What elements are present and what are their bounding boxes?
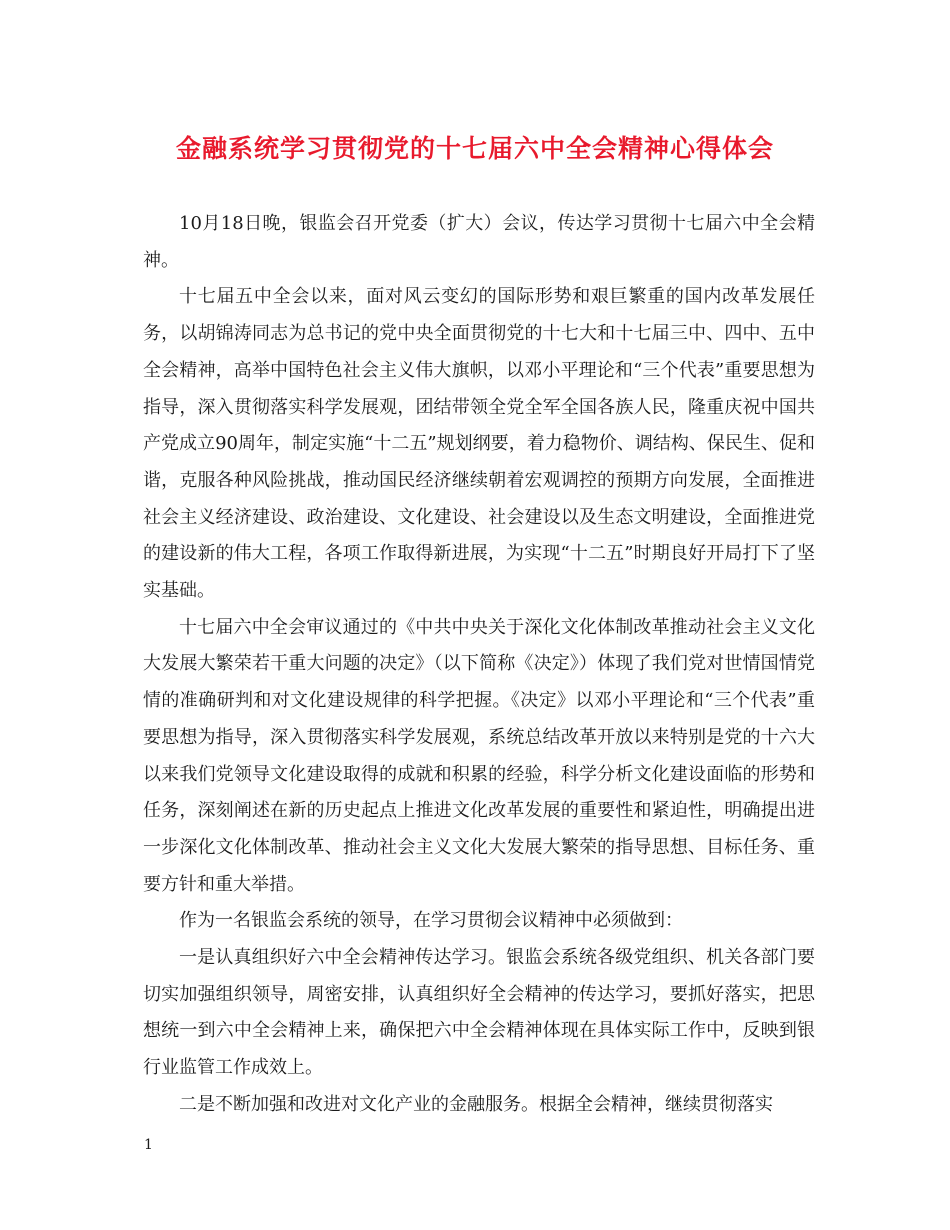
paragraph: 十七届六中全会审议通过的《中共中央关于深化文化体制改革推动社会主义文化大发展大繁荣若干重大问题的决定》（以下简称《决定》）体现了我们党对世情国情党情的准确研判和对文化建设规律的科学把握。《决定》以邓小平理论和“三个代表”重要思想为指导，深入贯彻落实科学发展观，系统总结改革开放以来特别是党的十六大以来我们党领导文化建设取得的成就和积累的经验，科学分析文化建设面临的形势和任务，深刻阐述在新的历史起点上推进文化改革发展的重要性和紧迫性，明确提出进一步深化文化体制改革、推动社会主义文化大发展大繁荣的指导思想、目标任务、重要方针和重大举措。 bbox=[143, 616, 815, 895]
paragraph: 十七届五中全会以来，面对风云变幻的国际形势和艰巨繁重的国内改革发展任务，以胡锦涛同志为总书记的党中央全面贯彻党的十七大和十七届三中、四中、五中全会精神，高举中国特色社会主义伟大旗帜，以邓小平理论和“三个代表”重要思想为指导，深入贯彻落实科学发展观，团结带领全党全军全国各族人民，隆重庆祝中国共产党成立90周年，制定实施“十二五”规划纲要，着力稳物价、调结构、保民生、促和谐，克服各种风险挑战，推动国民经济继续朝着宏观调控的预期方向发展，全面推进社会主义经济建设、政治建设、文化建设、社会建设以及生态文明建设，全面推进党的建设新的伟大工程，各项工作取得新进展，为实现“十二五”时期良好开局打下了坚实基础。 bbox=[143, 286, 815, 602]
document-body bbox=[143, 206, 815, 1124]
document-title: 金融系统学习贯彻党的十七届六中全会精神心得体会 bbox=[175, 134, 774, 163]
paragraph: 10月18日晚，银监会召开党委（扩大）会议，传达学习贯彻十七届六中全会精神。 bbox=[143, 213, 815, 271]
paragraph: 作为一名银监会系统的领导，在学习贯彻会议精神中必须做到： bbox=[179, 910, 683, 932]
paragraph: 一是认真组织好六中全会精神传达学习。银监会系统各级党组织、机关各部门要切实加强组织领导，周密安排，认真组织好全会精神的传达学习，要抓好落实，把思想统一到六中全会精神上来，确保把六中全会精神体现在具体实际工作中，反映到银行业监管工作成效上。 bbox=[143, 947, 815, 1079]
paragraph: 二是不断加强和改进对文化产业的金融服务。根据全会精神，继续贯彻落实 bbox=[179, 1093, 773, 1115]
page-number: 1 bbox=[144, 1137, 153, 1153]
